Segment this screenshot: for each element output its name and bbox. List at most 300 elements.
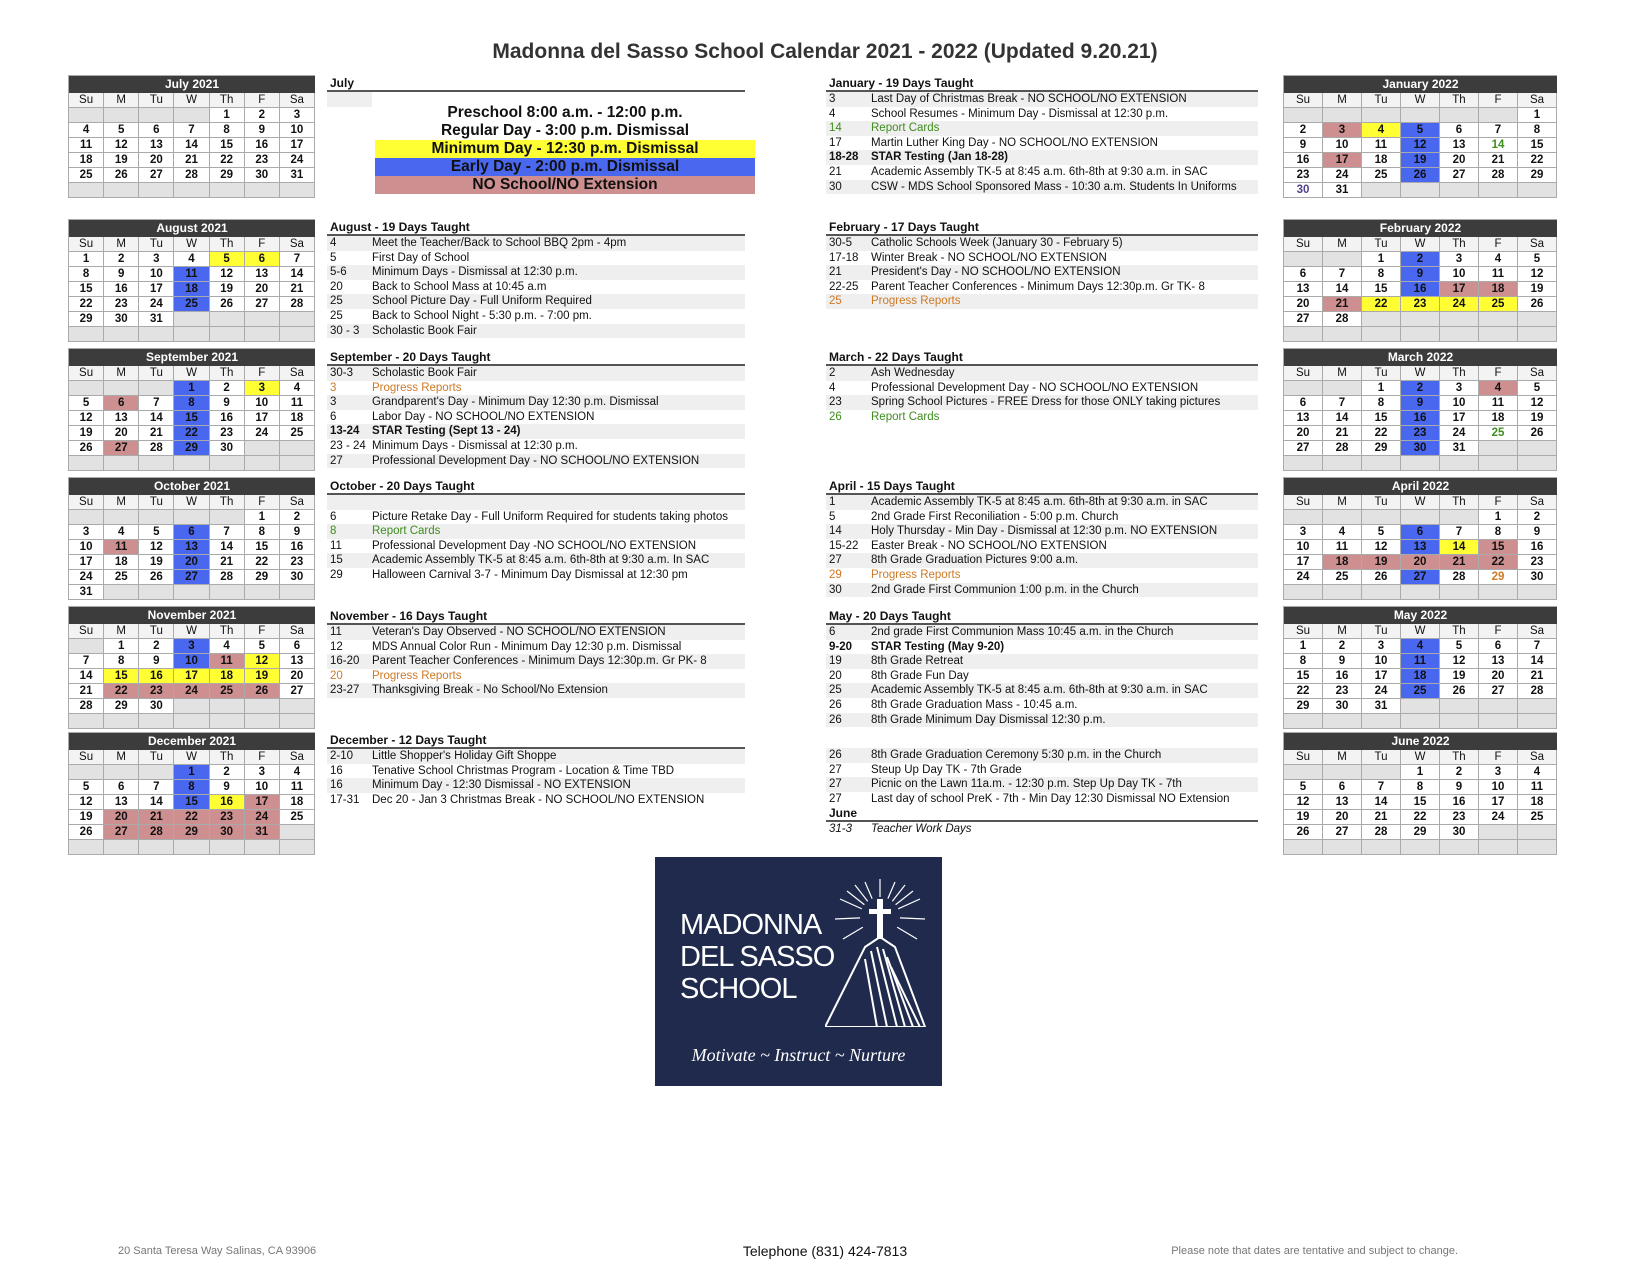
day-cell — [245, 183, 280, 198]
day-cell: 2 — [1518, 510, 1557, 525]
day-cell — [69, 639, 104, 654]
day-cell — [210, 312, 245, 327]
day-cell: 7 — [280, 252, 315, 267]
week-row — [69, 108, 315, 123]
day-cell: 6 — [245, 252, 280, 267]
week-row — [69, 441, 315, 456]
month-header: September 2021 — [69, 349, 315, 366]
event-text: Academic Assembly TK-5 at 8:45 a.m. 6th-8th at 9:30 a.m. in SAC — [871, 684, 1208, 697]
day-cell — [1362, 840, 1401, 855]
event-date: 3 — [330, 381, 337, 394]
day-cell: 6 — [139, 123, 174, 138]
day-cell — [1518, 441, 1557, 456]
day-cell: 6 — [104, 780, 139, 795]
event-rows — [826, 625, 1258, 727]
day-cell: 9 — [1440, 780, 1479, 795]
day-cell: 4 — [1479, 252, 1518, 267]
event-text: Picnic on the Lawn 11a.m. - 12:30 p.m. Step Up Day TK - 7th — [871, 778, 1182, 791]
event-section — [327, 609, 745, 698]
event-text: Little Shopper's Holiday Gift Shoppe — [372, 750, 557, 762]
day-cell: 7 — [1479, 123, 1518, 138]
day-cell — [245, 456, 280, 471]
day-cell: 12 — [1362, 540, 1401, 555]
day-cell: 2 — [1284, 123, 1323, 138]
event-row — [327, 381, 745, 396]
day-cell: 2 — [210, 765, 245, 780]
month-header: December 2021 — [69, 733, 315, 750]
week-row — [69, 168, 315, 183]
event-row — [826, 510, 1258, 525]
day-cell — [104, 183, 139, 198]
day-cell — [245, 327, 280, 342]
day-cell: 12 — [139, 540, 174, 555]
day-cell: 16 — [1284, 153, 1323, 168]
weekday-label: M — [1323, 93, 1362, 108]
day-cell: 27 — [1440, 168, 1479, 183]
day-cell: 16 — [139, 669, 174, 684]
day-cell: 26 — [210, 297, 245, 312]
day-cell: 30 — [139, 699, 174, 714]
day-cell: 20 — [245, 282, 280, 297]
event-text: Progress Reports — [871, 568, 961, 581]
day-cell — [104, 456, 139, 471]
day-cell: 28 — [139, 825, 174, 840]
day-cell: 17 — [280, 138, 315, 153]
event-text: Minimum Days - Dismissal at 12:30 p.m. — [372, 266, 578, 279]
event-date: 11 — [330, 539, 342, 552]
week-row — [69, 555, 315, 570]
day-cell: 10 — [174, 654, 209, 669]
day-cell: 25 — [104, 570, 139, 585]
day-cell: 10 — [1440, 396, 1479, 411]
day-cell: 19 — [210, 282, 245, 297]
weekday-label: F — [1479, 237, 1518, 252]
weekday-label: Tu — [139, 495, 174, 510]
month-header: May 2022 — [1284, 607, 1557, 624]
day-cell: 20 — [1479, 669, 1518, 684]
day-cell: 25 — [280, 810, 315, 825]
event-rows — [327, 366, 745, 468]
day-cell: 27 — [1323, 825, 1362, 840]
day-cell: 14 — [1518, 654, 1557, 669]
day-cell: 22 — [1362, 297, 1401, 312]
day-cell: 8 — [1401, 780, 1440, 795]
day-cell — [280, 699, 315, 714]
day-cell — [1440, 108, 1479, 123]
day-cell: 12 — [1518, 267, 1557, 282]
day-cell — [1479, 840, 1518, 855]
event-date: 8 — [330, 525, 337, 538]
day-cell: 5 — [1518, 252, 1557, 267]
day-cell: 6 — [1323, 780, 1362, 795]
event-row — [327, 309, 745, 324]
week-row — [1284, 714, 1557, 729]
day-cell: 29 — [1518, 168, 1557, 183]
event-date: 26 — [829, 410, 842, 423]
day-cell: 31 — [1440, 441, 1479, 456]
day-cell: 31 — [69, 585, 104, 600]
day-cell: 5 — [104, 123, 139, 138]
weekday-label: F — [1479, 366, 1518, 381]
day-cell: 8 — [174, 396, 209, 411]
event-date: 17 — [829, 136, 842, 149]
day-cell — [1518, 585, 1557, 600]
event-row — [327, 424, 745, 439]
event-date: 26 — [829, 749, 842, 761]
day-cell: 6 — [1284, 267, 1323, 282]
day-cell: 3 — [280, 108, 315, 123]
event-text: Spring School Pictures - FREE Dress for those ONLY taking pictures — [871, 396, 1221, 409]
day-cell: 11 — [1479, 396, 1518, 411]
day-cell: 7 — [1518, 639, 1557, 654]
day-cell: 4 — [280, 381, 315, 396]
weekday-label: Tu — [139, 237, 174, 252]
day-cell: 2 — [1440, 765, 1479, 780]
week-row — [1284, 396, 1557, 411]
week-row — [1284, 654, 1557, 669]
event-row — [327, 410, 745, 425]
event-text: Last day of school PreK - 7th - Min Day 12:30 Dismissal NO Extension — [871, 792, 1230, 805]
event-section-title — [826, 732, 1258, 748]
event-section-title: July — [327, 76, 745, 92]
day-cell — [139, 840, 174, 855]
event-row — [327, 568, 745, 583]
day-cell: 23 — [139, 684, 174, 699]
day-cell: 13 — [1284, 282, 1323, 297]
week-row — [1284, 639, 1557, 654]
day-cell: 21 — [1323, 297, 1362, 312]
week-row — [69, 639, 315, 654]
event-text: Professional Development Day - NO SCHOOL/NO EXTENSION — [372, 454, 700, 467]
day-cell — [210, 456, 245, 471]
event-date: 5 — [330, 251, 337, 264]
event-section — [327, 350, 745, 468]
day-cell — [1362, 714, 1401, 729]
legend-preschool: Preschool 8:00 a.m. - 12:00 p.m. — [447, 104, 683, 121]
day-cell: 26 — [104, 168, 139, 183]
weekday-label: W — [1401, 624, 1440, 639]
day-cell: 16 — [210, 411, 245, 426]
day-cell: 15 — [1401, 795, 1440, 810]
day-cell: 15 — [1362, 411, 1401, 426]
weekday-label: Tu — [1362, 93, 1401, 108]
day-cell: 14 — [1362, 795, 1401, 810]
week-row — [69, 825, 315, 840]
day-cell: 29 — [104, 699, 139, 714]
day-cell — [139, 108, 174, 123]
event-text: Winter Break - NO SCHOOL/NO EXTENSION — [871, 251, 1107, 264]
month-header: October 2021 — [69, 478, 315, 495]
weekday-label: Th — [210, 495, 245, 510]
day-cell — [174, 699, 209, 714]
weekday-label: F — [245, 624, 280, 639]
weekday-label: Tu — [139, 624, 174, 639]
day-cell — [1518, 825, 1557, 840]
day-cell: 8 — [1362, 267, 1401, 282]
weekday-label: M — [1323, 237, 1362, 252]
weekday-label: Tu — [1362, 624, 1401, 639]
day-cell: 9 — [1323, 654, 1362, 669]
day-cell — [69, 108, 104, 123]
day-cell: 25 — [69, 168, 104, 183]
weekday-label: Th — [1440, 366, 1479, 381]
day-cell: 4 — [280, 765, 315, 780]
day-cell: 16 — [245, 138, 280, 153]
week-row — [1284, 810, 1557, 825]
day-cell: 13 — [1440, 138, 1479, 153]
event-row — [826, 294, 1258, 309]
day-cell: 13 — [245, 267, 280, 282]
day-cell: 8 — [104, 654, 139, 669]
day-cell: 22 — [210, 153, 245, 168]
day-cell: 13 — [1479, 654, 1518, 669]
day-cell: 25 — [1362, 168, 1401, 183]
event-text: Professional Development Day -NO SCHOOL/NO EXTENSION — [372, 539, 697, 552]
week-row — [69, 297, 315, 312]
weekday-label: Tu — [139, 366, 174, 381]
event-text: Report Cards — [871, 122, 940, 135]
event-text: Academic Assembly TK-5 at 8:45 a.m. 6th-8th at 9:30 a.m. In SAC — [372, 554, 710, 567]
week-row — [1284, 312, 1557, 327]
event-section-title: October - 20 Days Taught — [327, 479, 745, 495]
event-text: Back to School Mass at 10:45 a.m — [372, 280, 547, 293]
event-date: 27 — [829, 763, 842, 776]
event-date: 14 — [829, 122, 842, 135]
event-row — [826, 92, 1258, 107]
day-cell: 30 — [1440, 825, 1479, 840]
week-row — [1284, 585, 1557, 600]
day-cell: 9 — [1518, 525, 1557, 540]
day-cell: 23 — [1401, 426, 1440, 441]
event-text: STAR Testing (Sept 13 - 24) — [372, 425, 521, 438]
week-row — [1284, 108, 1557, 123]
week-row — [1284, 327, 1557, 342]
event-text: Easter Break - NO SCHOOL/NO EXTENSION — [871, 539, 1107, 552]
event-text: Scholastic Book Fair — [372, 324, 477, 337]
weekday-label: W — [174, 237, 209, 252]
day-cell: 6 — [280, 639, 315, 654]
event-date: 14 — [829, 525, 842, 538]
day-cell: 25 — [174, 297, 209, 312]
weekday-label: W — [1401, 495, 1440, 510]
week-row — [69, 765, 315, 780]
day-cell — [210, 840, 245, 855]
event-row — [826, 180, 1258, 195]
day-cell: 29 — [210, 168, 245, 183]
week-row — [69, 714, 315, 729]
day-cell — [69, 183, 104, 198]
day-cell — [69, 765, 104, 780]
day-cell — [1284, 327, 1323, 342]
day-cell: 10 — [245, 396, 280, 411]
weekday-label: Th — [210, 93, 245, 108]
weekday-label: Su — [1284, 93, 1323, 108]
day-cell: 31 — [245, 825, 280, 840]
day-cell: 29 — [245, 570, 280, 585]
day-cell: 25 — [1479, 297, 1518, 312]
day-cell: 22 — [174, 426, 209, 441]
day-cell: 25 — [210, 684, 245, 699]
day-cell: 22 — [1518, 153, 1557, 168]
day-cell: 16 — [280, 540, 315, 555]
day-cell — [104, 840, 139, 855]
day-cell: 2 — [210, 381, 245, 396]
day-cell: 26 — [139, 570, 174, 585]
event-row — [327, 294, 745, 309]
weekday-label: M — [1323, 366, 1362, 381]
day-cell — [1440, 510, 1479, 525]
month-calendar-may-2022 — [1283, 606, 1557, 729]
event-row — [826, 777, 1258, 792]
week-row — [1284, 570, 1557, 585]
event-row — [826, 568, 1258, 583]
event-date: 21 — [829, 266, 842, 279]
day-cell — [280, 183, 315, 198]
event-text: Meet the Teacher/Back to School BBQ 2pm - 4pm — [372, 237, 627, 249]
day-cell — [245, 585, 280, 600]
day-cell: 12 — [210, 267, 245, 282]
event-row — [826, 495, 1258, 510]
weekday-label: W — [1401, 750, 1440, 765]
day-cell — [104, 108, 139, 123]
week-row — [1284, 795, 1557, 810]
day-cell: 15 — [104, 669, 139, 684]
event-date: 12 — [330, 640, 343, 653]
day-cell: 28 — [139, 441, 174, 456]
month-header: February 2022 — [1284, 220, 1557, 237]
day-cell — [174, 456, 209, 471]
weekday-label: Sa — [280, 93, 315, 108]
day-cell: 30 — [210, 825, 245, 840]
day-cell: 1 — [1479, 510, 1518, 525]
day-cell: 9 — [280, 525, 315, 540]
day-cell — [245, 312, 280, 327]
event-text: CSW - MDS School Sponsored Mass - 10:30 a.m. Students In Uniforms — [871, 180, 1237, 193]
event-date: 23 - 24 — [330, 439, 366, 452]
day-cell: 3 — [1479, 765, 1518, 780]
weekday-header-row — [69, 495, 315, 510]
day-cell — [1518, 312, 1557, 327]
day-cell: 18 — [104, 555, 139, 570]
event-date: 6 — [330, 510, 337, 523]
event-section — [327, 479, 745, 583]
weekday-label: Th — [210, 750, 245, 765]
day-cell: 13 — [104, 795, 139, 810]
day-cell: 19 — [1362, 555, 1401, 570]
day-cell — [1323, 327, 1362, 342]
day-cell: 23 — [210, 810, 245, 825]
weekday-label: Sa — [1518, 237, 1557, 252]
weekday-label: Su — [69, 750, 104, 765]
day-cell — [69, 327, 104, 342]
day-cell — [174, 510, 209, 525]
day-cell: 22 — [1401, 810, 1440, 825]
weekday-label: Su — [69, 93, 104, 108]
day-cell: 9 — [1284, 138, 1323, 153]
event-date: 25 — [829, 295, 842, 308]
event-section-title: February - 17 Days Taught — [826, 220, 1258, 236]
day-cell: 24 — [245, 426, 280, 441]
day-cell: 4 — [210, 639, 245, 654]
day-cell: 22 — [1479, 555, 1518, 570]
weekday-label: Th — [1440, 93, 1479, 108]
event-row — [327, 280, 745, 295]
day-cell — [104, 714, 139, 729]
event-section — [327, 733, 745, 807]
day-cell: 17 — [245, 411, 280, 426]
event-row — [826, 165, 1258, 180]
day-cell: 1 — [104, 639, 139, 654]
day-cell: 6 — [104, 396, 139, 411]
weekday-label: Th — [1440, 750, 1479, 765]
day-cell: 21 — [1362, 810, 1401, 825]
day-cell: 4 — [174, 252, 209, 267]
event-text: Progress Reports — [372, 669, 462, 682]
day-cell: 19 — [245, 669, 280, 684]
month-calendar-october-2021 — [68, 477, 315, 600]
day-cell — [1323, 381, 1362, 396]
event-row — [826, 236, 1258, 251]
day-cell: 23 — [1440, 810, 1479, 825]
day-cell: 14 — [280, 267, 315, 282]
day-cell: 20 — [1440, 153, 1479, 168]
event-row — [826, 625, 1258, 640]
day-cell — [174, 327, 209, 342]
day-cell — [1479, 441, 1518, 456]
weekday-label: Sa — [280, 624, 315, 639]
event-row — [327, 324, 745, 339]
weekday-label: Th — [210, 366, 245, 381]
week-row — [1284, 381, 1557, 396]
event-text: 8th Grade Minimum Day Dismissal 12:30 p.m. — [871, 713, 1106, 726]
weekday-label: Sa — [1518, 366, 1557, 381]
day-cell — [1401, 840, 1440, 855]
week-row — [1284, 510, 1557, 525]
event-row — [826, 698, 1258, 713]
event-text: Minimum Day - 12:30 Dismissal - NO EXTENSION — [372, 779, 631, 792]
week-row — [69, 795, 315, 810]
event-text: Progress Reports — [372, 381, 462, 394]
day-cell — [69, 381, 104, 396]
event-date: 30 - 3 — [330, 324, 360, 337]
page-title: Madonna del Sasso School Calendar 2021 - 2022 (Updated 9.20.21) — [492, 40, 1158, 63]
event-row — [826, 713, 1258, 728]
day-cell: 9 — [210, 780, 245, 795]
event-date: 26 — [829, 713, 842, 726]
event-text: Ash Wednesday — [871, 367, 955, 379]
day-cell: 5 — [1401, 123, 1440, 138]
day-cell: 22 — [245, 555, 280, 570]
event-row — [826, 763, 1258, 778]
event-row — [327, 395, 745, 410]
event-rows — [826, 92, 1258, 194]
day-cell: 8 — [1518, 123, 1557, 138]
day-cell: 23 — [1401, 297, 1440, 312]
day-cell: 23 — [210, 426, 245, 441]
month-header: June 2022 — [1284, 733, 1557, 750]
day-cell: 24 — [245, 810, 280, 825]
event-date: 27 — [829, 792, 842, 805]
event-text: Academic Assembly TK-5 at 8:45 a.m. 6th-8th at 9:30 a.m. in SAC — [871, 496, 1208, 508]
day-cell: 26 — [1362, 570, 1401, 585]
weekday-header-row — [1284, 750, 1557, 765]
legend-regular-day: Regular Day - 3:00 p.m. Dismissal — [440, 122, 690, 139]
week-row — [1284, 183, 1557, 198]
weekday-label: F — [1479, 495, 1518, 510]
day-cell: 22 — [1284, 684, 1323, 699]
event-text — [372, 495, 745, 510]
day-cell: 7 — [174, 123, 209, 138]
